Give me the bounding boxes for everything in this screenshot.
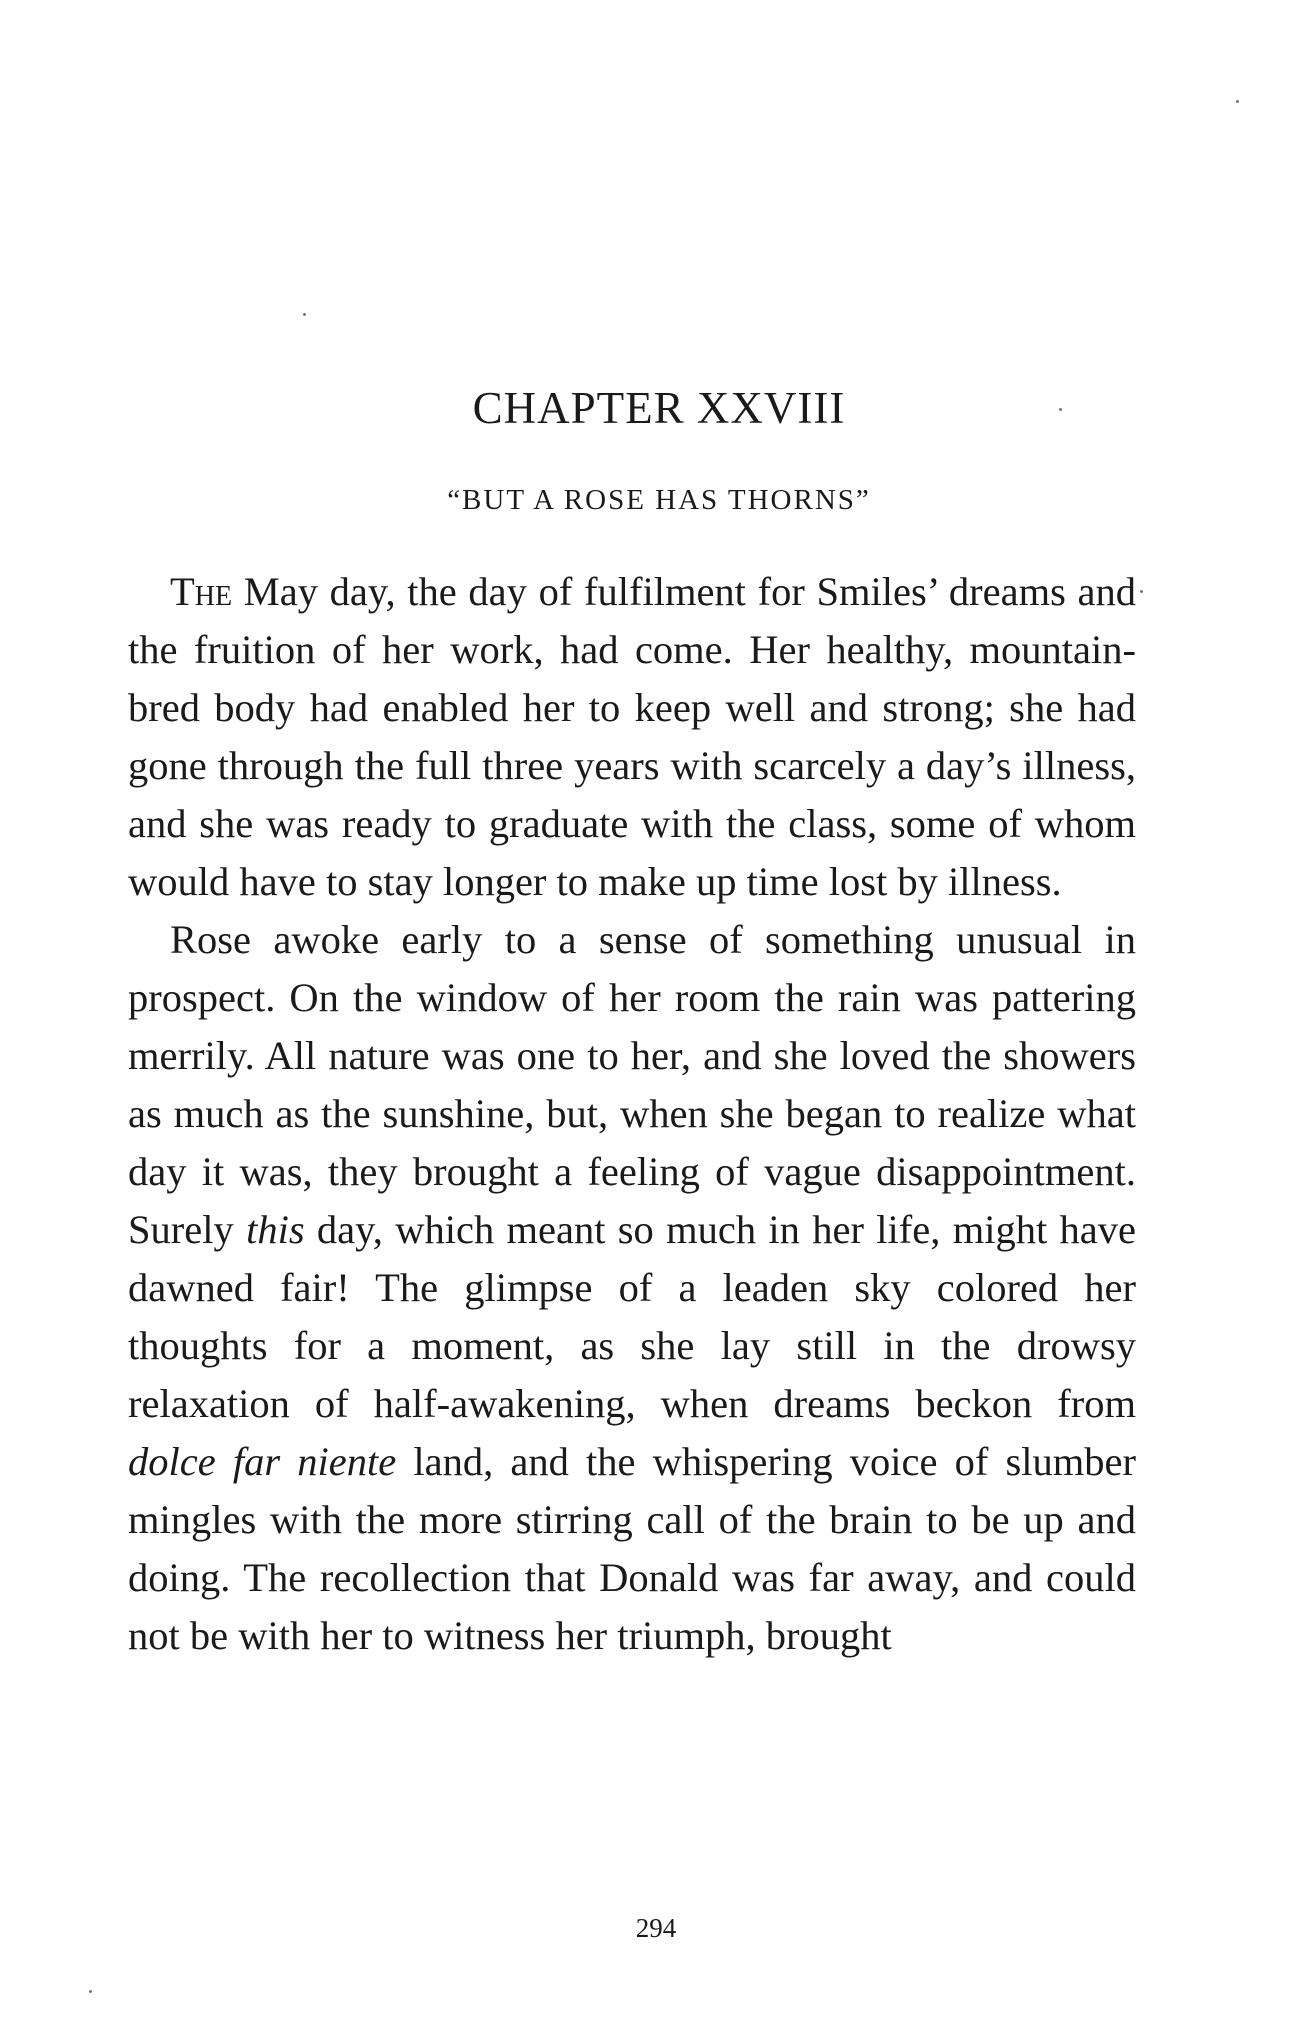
paragraph-2: [128, 911, 1136, 1665]
paragraph-lead-word: The: [170, 569, 233, 614]
paragraph-text: land, and the whispering voice of slumber mingles with the more stirring call of the brain to be up and doing. The recollection that Donald was far away, and could not be with her to witness her triumph, brought: [128, 1439, 1136, 1658]
paper-speck: [1236, 100, 1239, 103]
chapter-subtitle: “BUT A ROSE HAS THORNS”: [447, 484, 871, 516]
paragraph-text: May day, the day of fulfilment for Smiles’ dreams and the fruition of her work, had come. Her healthy, mountain-bred body had enabled her to keep well and strong; she had gone through the full three years with scarcely a day’s illness, and she was ready to graduate with the class, some of whom would have to stay longer to make up time lost by illness.: [128, 569, 1136, 904]
paragraph-1: [128, 563, 1136, 911]
paper-speck: [89, 1990, 92, 1993]
paper-speck: [1059, 408, 1062, 411]
paper-speck: [303, 313, 306, 316]
paragraph-text: day, which meant so much in her life, might have dawned fair! The glimpse of a leaden sky colored her thoughts for a moment, as she lay still in the drowsy relaxation of half-awakening, when dreams beckon from: [128, 1207, 1136, 1426]
paper-speck: [1140, 590, 1143, 593]
italic-phrase: dolce far niente: [128, 1439, 397, 1484]
body-text: [128, 563, 1136, 1665]
page-number: 294: [635, 1913, 677, 1943]
chapter-heading: CHAPTER XXVIII: [472, 383, 846, 433]
paragraph-text: Rose awoke early to a sense of something unusual in prospect. On the window of her room the rain was pattering merrily. All nature was one to her, and she loved the showers as much as the sunshine, but, when she began to realize what day it was, they brought a feeling of vague disappointment. Surely: [128, 917, 1136, 1252]
italic-phrase: this: [246, 1207, 305, 1252]
